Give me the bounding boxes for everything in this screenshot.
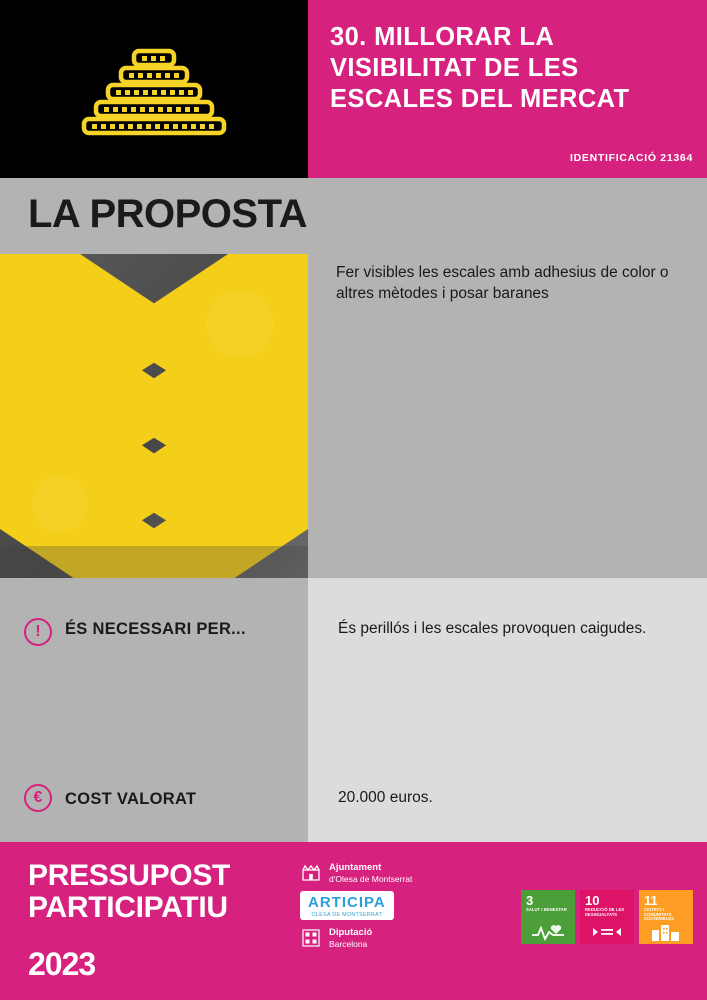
- proposal-title-row: [0, 178, 707, 254]
- proposal-body: [0, 254, 707, 578]
- articipa-logo-box: [300, 891, 394, 920]
- articipa-sub: OLESA DE MONTSERRAT: [311, 912, 383, 918]
- sdg-badge-10: [580, 890, 634, 944]
- cost-value-panel: [308, 754, 707, 842]
- need-label-panel: [0, 578, 308, 754]
- ajuntament-logo-text: [329, 862, 412, 883]
- footer: [0, 842, 707, 1000]
- chevron-road-photo: [0, 254, 308, 578]
- diputacio-line2: Barcelona: [329, 938, 368, 949]
- need-text: És perillós i les escales provoquen caigudes.: [338, 620, 647, 637]
- ajuntament-line1: Ajuntament: [329, 862, 382, 874]
- footer-year: 2023: [28, 946, 96, 982]
- diputacio-crest-icon: [300, 927, 322, 949]
- header: [0, 0, 707, 178]
- header-logo-box: [0, 0, 308, 178]
- diputacio-line1: Diputació: [329, 927, 373, 939]
- diputacio-barcelona-logo: [300, 927, 490, 949]
- footer-title-line1: PRESSUPOST: [28, 859, 231, 892]
- stairs-icon: [79, 35, 229, 143]
- sdg-badge-3: [521, 890, 575, 944]
- footer-title-line2: PARTICIPATIU: [28, 890, 228, 924]
- cost-row: [0, 754, 707, 842]
- cost-value: 20.000 euros.: [338, 789, 433, 807]
- sdg-badge-11: [639, 890, 693, 944]
- euro-circle-icon: €: [24, 784, 52, 812]
- articipa-logo: [300, 891, 490, 920]
- articipa-word: ARTICIPA: [308, 894, 386, 911]
- sdg-3-label: SALUT I BENESTAR: [526, 907, 567, 912]
- sdg-11-label: CIUTATS I COMUNITATS SOSTENIBLES: [644, 907, 674, 922]
- footer-logos: [300, 862, 490, 956]
- exclamation-circle-icon: !: [24, 618, 52, 646]
- ajuntament-line2: d'Olesa de Montserrat: [329, 873, 413, 884]
- sdg-10-label: REDUCCIÓ DE LES DESIGUALTATS: [585, 907, 625, 917]
- sdg-11-number: 11: [644, 893, 658, 908]
- section-title-proposal: LA PROPOSTA: [28, 192, 307, 236]
- page-title: 30. MILLORAR LA VISIBILITAT DE LES ESCALES DEL MERCAT: [330, 23, 630, 114]
- proposal-description-panel: [308, 254, 707, 578]
- need-row: [0, 578, 707, 754]
- diputacio-logo-text: [329, 927, 372, 948]
- cost-label-panel: [0, 754, 308, 842]
- proposal-description: Fer visibles les escales amb adhesius de color o altres mètodes i posar baranes: [336, 264, 669, 303]
- need-text-panel: [308, 578, 707, 754]
- ajuntament-crest-icon: [300, 862, 322, 884]
- need-label: ÉS NECESSARI PER...: [65, 620, 246, 638]
- sdg-10-number: 10: [585, 893, 600, 908]
- sdg-badges: [521, 890, 693, 944]
- city-icon: [649, 923, 683, 941]
- heartbeat-icon: [531, 923, 565, 941]
- footer-title: [28, 860, 230, 924]
- header-title-box: [308, 0, 707, 178]
- sdg-3-number: 3: [526, 893, 534, 908]
- ajuntament-logo: [300, 862, 490, 884]
- proposal-photo: [0, 254, 308, 578]
- identification-code: IDENTIFICACIÓ 21364: [570, 152, 693, 164]
- equals-arrows-icon: [590, 923, 624, 941]
- cost-label: COST VALORAT: [65, 789, 197, 808]
